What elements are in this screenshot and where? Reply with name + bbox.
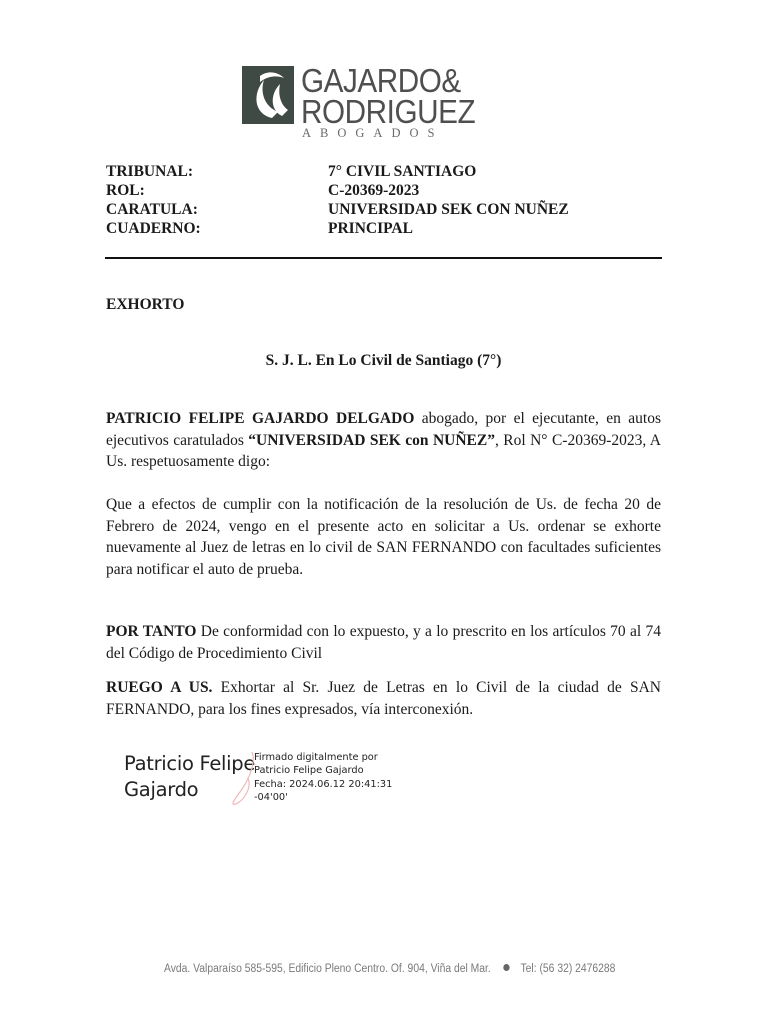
ruego-text: Exhortar al Sr. Juez de Letras en lo Civil de la ciudad de SAN FERNANDO, para los fines expresados, vía interconexión.	[106, 679, 661, 718]
header-divider	[105, 257, 662, 259]
addressee: S. J. L. En Lo Civil de Santiago (7°)	[265, 352, 502, 369]
signature-name-line1: Patricio Felipe	[124, 752, 256, 775]
request-paragraph: Que a efectos de cumplir con la notificación de la resolución de Us. de fecha 20 de Febrero de 2024, vengo en el presente acto en solicitar a Us. ordenar se exhorte nuevamente al Juez de letras en lo civil de SAN FERNANDO con facultades suficientes para notificar el auto de prueba.	[106, 496, 661, 578]
logo-text-line1: GAJARDO&	[301, 62, 461, 99]
footer-phone: Tel: (56 32) 2476288	[520, 963, 616, 975]
case-title: “UNIVERSIDAD SEK con NUÑEZ”	[248, 431, 495, 449]
bullet-icon	[503, 964, 509, 971]
firm-logo-icon	[242, 66, 294, 124]
cuaderno-value: PRINCIPAL	[328, 220, 413, 237]
signature-meta	[254, 751, 392, 805]
signature-meta-line3: Fecha: 2024.06.12 20:41:31	[254, 778, 393, 790]
tribunal-label: TRIBUNAL:	[106, 163, 193, 180]
logo-text-line2: RODRIGUEZ	[301, 93, 476, 130]
ruego-paragraph	[106, 677, 661, 720]
rol-value: C-20369-2023	[328, 182, 420, 199]
tribunal-value: 7° CIVIL SANTIAGO	[328, 163, 477, 180]
signature-meta-line2: Patricio Felipe Gajardo	[254, 765, 364, 777]
ruego-label: RUEGO A US.	[106, 679, 213, 696]
intro-text-1: abogado, por el ejecutante, en autos ejecutivos caratulados	[106, 410, 661, 449]
caratula-value: UNIVERSIDAD SEK CON NUÑEZ	[328, 201, 569, 218]
caratula-label: CARATULA:	[106, 201, 198, 218]
por-tanto-paragraph	[106, 621, 661, 664]
petitioner-name: PATRICIO FELIPE GAJARDO DELGADO	[106, 410, 415, 427]
logo-subtitle: ABOGADOS	[302, 126, 444, 140]
signature-meta-line1: Firmado digitalmente por	[254, 752, 378, 763]
signature-meta-line4: -04'00'	[254, 792, 288, 804]
signature-name-line2: Gajardo	[124, 778, 199, 801]
por-tanto-text: De conformidad con lo expuesto, y a lo prescrito en los artículos 70 al 74 del Código de Procedimiento Civil	[106, 623, 661, 662]
por-tanto-label: POR TANTO	[106, 623, 197, 640]
cuaderno-label: CUADERNO:	[106, 220, 201, 237]
rol-label: ROL:	[106, 182, 145, 199]
intro-text-2: , Rol N° C-20369-2023, A Us. respetuosamente digo:	[106, 431, 661, 470]
document-subject: EXHORTO	[106, 296, 185, 313]
footer	[164, 963, 616, 975]
intro-paragraph	[106, 408, 661, 473]
footer-address: Avda. Valparaíso 585-595, Edificio Pleno Centro. Of. 904, Viña del Mar.	[164, 963, 491, 975]
